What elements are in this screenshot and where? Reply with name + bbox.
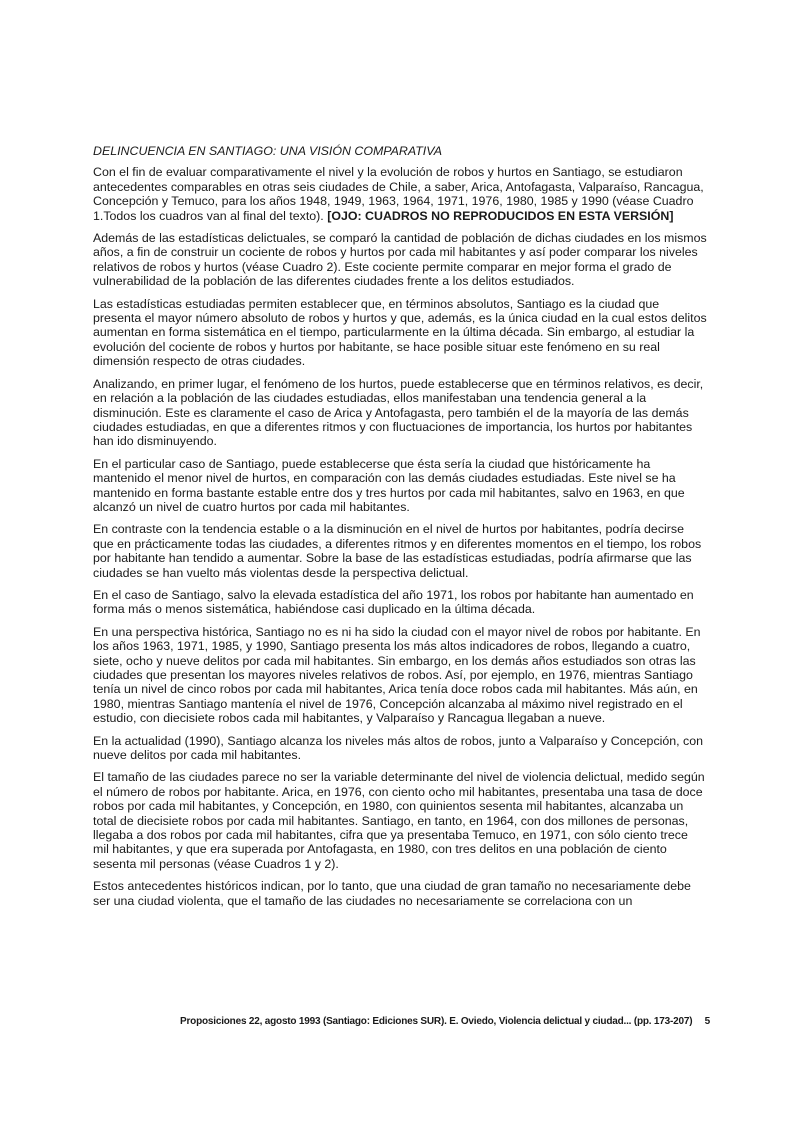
paragraph-11: Estos antecedentes históricos indican, por lo tanto, que una ciudad de gran tamaño no necesariamente debe ser una ciudad violenta, que el tamaño de las ciudades no necesariamente se correlaciona con un <box>93 879 691 908</box>
paragraph-3: Las estadísticas estudiadas permiten establecer que, en términos absolutos, Santiago es la ciudad que presenta el mayor número absoluto de robos y hurtos y que, además, es la única ciudad en la cual estos delitos aumentan en forma sistemática en el tiempo, particularmente en la última década. Sin embargo, al estudiar la evolución del cociente de robos y hurtos por habitante, se hace posible situar este fenómeno en su real dimensión respecto de otras ciudades. <box>93 296 707 369</box>
page-number: 5 <box>704 1016 710 1027</box>
paragraph-4: Analizando, en primer lugar, el fenómeno de los hurtos, puede establecerse que en términos relativos, es decir, en relación a la población de las ciudades estudiadas, ellos manifestaban una tendencia general a la disminución. Este es claramente el caso de Arica y Antofagasta, pero también el de la mayoría de las demás ciudades estudiadas, en que a diferentes ritmos y con fluctuaciones de importancia, los hurtos por habitantes han ido disminuyendo. <box>93 376 704 449</box>
paragraph-9: En la actualidad (1990), Santiago alcanza los niveles más altos de robos, junto a Valparaíso y Concepción, con nueve delitos por cada mil habitantes. <box>93 733 704 763</box>
paragraph-8: En una perspectiva histórica, Santiago no es ni ha sido la ciudad con el mayor nivel de robos por habitante. En los años 1963, 1971, 1985, y 1990, Santiago presenta los más altos indicadores de robos, llegando a cuatro, siete, ocho y nueve delitos por cada mil habitantes. Sin embargo, en los demás años estudiados son otras las ciudades que presentan los mayores niveles relativos de robos. Así, por ejemplo, en 1976, mientras Santiago tenía un nivel de cinco robos por cada mil habitantes, Arica tenía doce robos cada mil habitantes. Más aún, en 1980, mientras Santiago mantenía el nivel de 1976, Concepción alcanzaba al máximo nivel registrado en el estudio, con diecisiete robos cada mil habitantes, y Valparaíso y Rancagua llegaban a nueve. <box>93 624 701 726</box>
paragraph-1 <box>93 165 707 223</box>
paragraph-5: En el particular caso de Santiago, puede establecerse que ésta sería la ciudad que históricamente ha mantenido el menor nivel de hurtos, en comparación con las demás ciudades estudiadas. Este nivel se ha mantenido en forma bastante estable entre dos y tres hurtos por cada mil habitantes, salvo en 1963, en que alcanzó un nivel de cuatro hurtos por cada mil habitantes. <box>93 456 685 514</box>
paragraph-6: En contraste con la tendencia estable o a la disminución en el nivel de hurtos por habitantes, podría decirse que en prácticamente todas las ciudades, a diferentes ritmos y en diferentes momentos en el tiempo, los robos por habitante han tendido a aumentar. Sobre la base de las estadísticas estudiadas, podría afirmarse que las ciudades se han vuelto más violentas desde la perspectiva delictual. <box>93 522 702 580</box>
footer-citation: Proposiciones 22, agosto 1993 (Santiago: Ediciones SUR). E. Oviedo, Violencia delictual y ciudad... (pp. 173-207) <box>180 1016 693 1027</box>
document-body <box>93 144 707 916</box>
section-heading: DELINCUENCIA EN SANTIAGO: UNA VISIÓN COMPARATIVA <box>93 144 443 158</box>
editor-note: [OJO: CUADROS NO REPRODUCIDOS EN ESTA VERSIÓN] <box>327 208 674 223</box>
paragraph-10: El tamaño de las ciudades parece no ser la variable determinante del nivel de violencia delictual, medido según el número de robos por habitante. Arica, en 1976, con ciento ocho mil habitantes, presentaba una tasa de doce robos por cada mil habitantes, y Concepción, en 1980, con quinientos sesenta mil habitantes, alcanzaba un total de diecisiete robos por cada mil habitantes. Santiago, en tanto, en 1964, con dos millones de personas, llegaba a dos robos por cada mil habitantes, cifra que ya presentaba Temuco, en 1971, con sólo ciento trece mil habitantes, y que era superada por Antofagasta, en 1980, con tres delitos en una población de ciento sesenta mil personas (véase Cuadros 1 y 2). <box>93 770 705 871</box>
paragraph-7: En el caso de Santiago, salvo la elevada estadística del año 1971, los robos por habitante han aumentado en forma más o menos sistemática, habiéndose casi duplicado en la última década. <box>93 587 694 617</box>
paragraph-1-text: Con el fin de evaluar comparativamente el nivel y la evolución de robos y hurtos en Santiago, se estudiaron antecedentes comparables en otras seis ciudades de Chile, a saber, Arica, Antofagasta, Valparaíso, Rancagua, Concepción y Temuco, para los años 1948, 1949, 1963, 1964, 1971, 1976, 1980, 1985 y 1990 (véase Cuadro 1.Todos los cuadros van al final del texto). <box>93 165 704 223</box>
paragraph-2: Además de las estadísticas delictuales, se comparó la cantidad de población de dichas ciudades en los mismos años, a fin de construir un cociente de robos y hurtos por cada mil habitantes y así poder comparar los niveles relativos de robos y hurtos (véase Cuadro 2). Este cociente permite comparar en mejor forma el grado de vulnerabilidad de la población de las diferentes ciudades frente a los delitos estudiados. <box>93 231 707 289</box>
page-footer <box>180 1016 710 1027</box>
